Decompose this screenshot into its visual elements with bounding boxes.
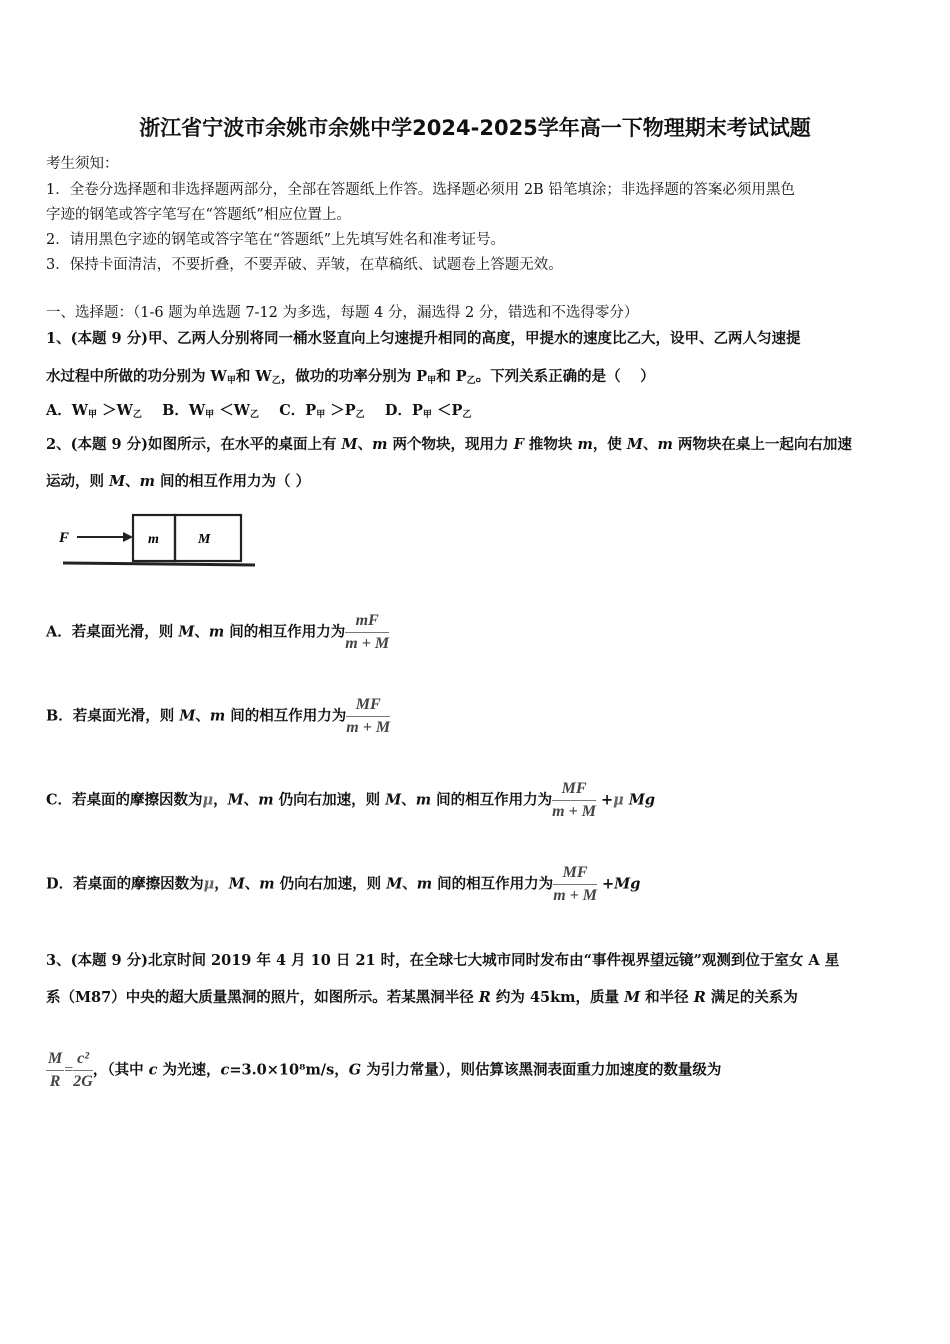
- force-diagram: [55, 505, 265, 575]
- q1-option-c[interactable]: C．$P_甲 >P_乙$: [279, 402, 365, 420]
- table-surface: [63, 563, 255, 565]
- notice-item-1b: 字迹的钢笔或答字笔写在“答题纸”相应位置上。: [46, 207, 351, 223]
- q2-option-d[interactable]: D．若桌面的摩擦因数为μ，M、m 仍向右加速，则 M、m 间的相互作用力为 $\frac{MF}{m + M}$ +Mg: [46, 864, 641, 904]
- q3-line2: 系（M87）中央的超大质量黑洞的照片，如图所示。若某黑洞半径 R 约为 45km，质量 M 和半径 R 满足的关系为: [46, 989, 798, 1006]
- q2-line2: 运动，则 M、m 间的相互作用力为（ ）: [46, 473, 311, 490]
- notice-item-1a: 1．全卷分选择题和非选择题两部分，全部在答题纸上作答。选择题必须用 2B 铅笔填涂；非选择题的答案必须用黑色: [46, 182, 795, 198]
- notice-item-2: 2．请用黑色字迹的钢笔或答字笔在“答题纸”上先填写姓名和准考证号。: [46, 232, 506, 248]
- q2-option-c[interactable]: C．若桌面的摩擦因数为μ，M、m 仍向右加速，则 M、m 间的相互作用力为 $\frac{MF}{m + M}$ +μ Mg: [46, 780, 656, 820]
- q1-option-a[interactable]: A．$W_甲 >W_乙$: [46, 402, 142, 420]
- q3-line3: $\frac{M}{R}$ = $\frac{\text{c²}}{2G}$ ，（其中 c 为光速，c=3.0×10⁸m/s，G 为引力常量），则估算该黑洞表面重力加速度的数量级为: [48, 1050, 722, 1090]
- q3-line1: 3、(本题 9 分)北京时间 2019 年 4 月 10 日 21 时，在全球七大城市同时发布由“事件视界望远镜”观测到位于室女 A 星: [46, 952, 840, 969]
- section-heading: 一、选择题：（1-6 题为单选题 7-12 为多选，每题 4 分，漏选得 2 分，错选和不选得零分）: [46, 305, 639, 321]
- fraction-b: $\frac{MF}{m + M}$: [346, 696, 391, 736]
- fraction-a: $\frac{mF}{m + M}$: [345, 612, 390, 652]
- equation-lhs: $\frac{M}{R}$: [48, 1050, 63, 1090]
- q2-option-b[interactable]: B．若桌面光滑，则 M、m 间的相互作用力为 $\frac{MF}{m + M}$: [46, 696, 391, 736]
- notice-heading: 考生须知：: [46, 156, 119, 172]
- block-M-label: M: [198, 532, 211, 547]
- equation-rhs: $\frac{\text{c²}}{2G}$: [73, 1050, 93, 1090]
- q2-option-a[interactable]: A．若桌面光滑，则 M、m 间的相互作用力为 $\frac{mF}{m + M}$: [46, 612, 390, 652]
- force-label: F: [59, 530, 70, 546]
- page-title: 浙江省宁波市余姚市余姚中学2024-2025学年高一下物理期末考试试题: [139, 116, 811, 140]
- q1-options: [46, 399, 471, 420]
- force-arrow-head: [123, 532, 133, 542]
- notice-item-3: 3．保持卡面清洁，不要折叠，不要弄破、弄皱，在草稿纸、试题卷上答题无效。: [46, 257, 563, 273]
- fraction-c: $\frac{MF}{m + M}$: [552, 780, 596, 820]
- q1-line1: 1、(本题 9 分)甲、乙两人分别将同一桶水竖直向上匀速提升相同的高度，甲提水的速度比乙大，设甲、乙两人匀速提: [46, 330, 801, 347]
- q1-option-b[interactable]: B．$W_甲 <W_乙$: [162, 402, 260, 420]
- block-m-label: m: [148, 532, 159, 547]
- q2-line1: 2、(本题 9 分)如图所示，在水平的桌面上有 M、m 两个物块，现用力 F 推物块 m，使 M、m 两物块在桌上一起向右加速: [46, 436, 852, 453]
- q1-option-d[interactable]: D．$P_甲 <P_乙$: [384, 402, 472, 420]
- fraction-d: $\frac{MF}{m + M}$: [553, 864, 597, 904]
- q1-line2: 水过程中所做的功分别为 $W_甲$和 $W_乙$，做功的功率分别为 $P_甲$和 $P_乙$。下列关系正确的是（ ）: [46, 368, 655, 386]
